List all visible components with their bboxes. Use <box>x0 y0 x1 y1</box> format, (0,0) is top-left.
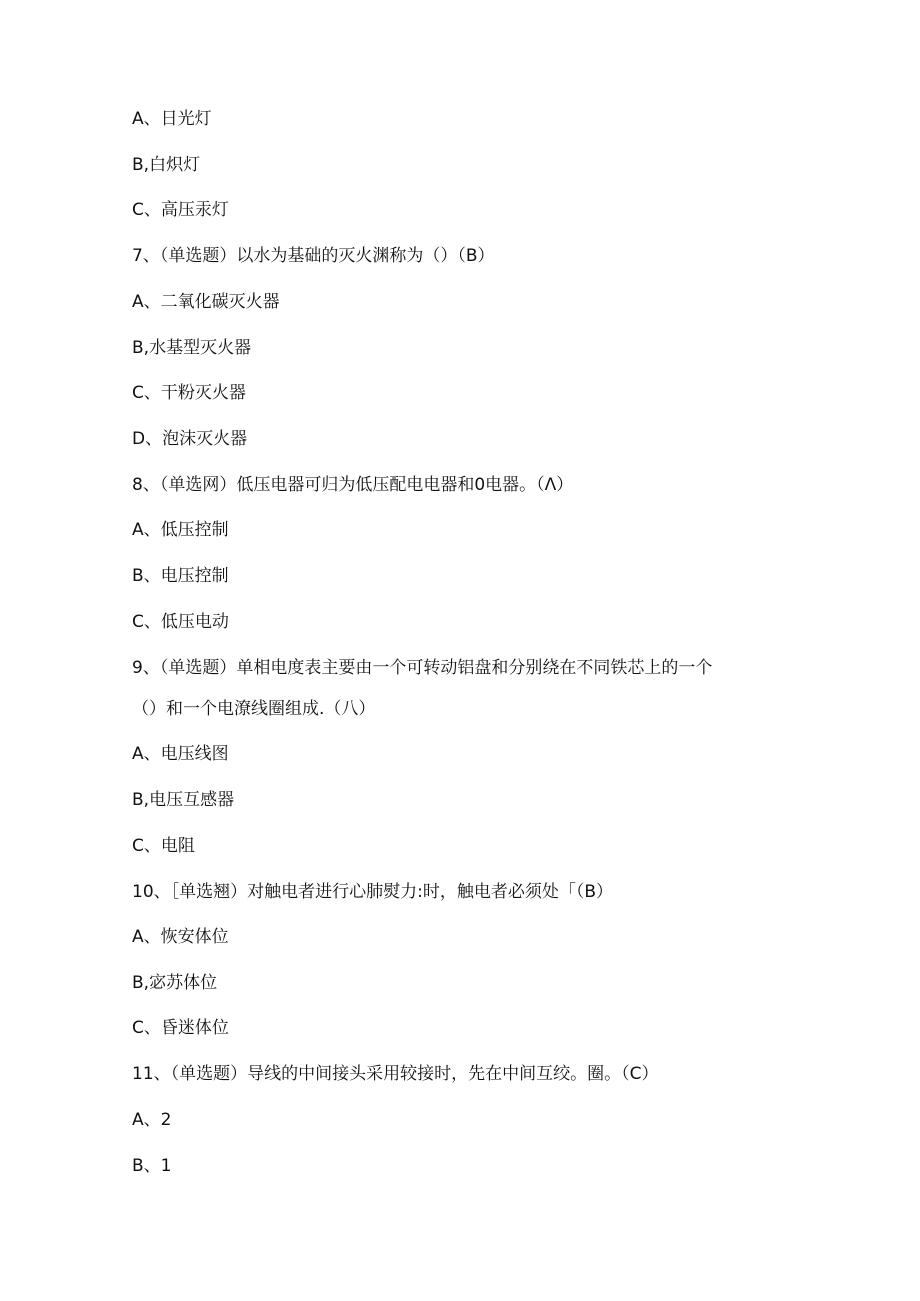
option-line: B,水基型灭火器 <box>132 338 252 358</box>
option-line: A、恢安体位 <box>132 927 229 947</box>
option-line: B,宓苏体位 <box>132 973 218 993</box>
option-line: C、高压汞灯 <box>132 200 229 220</box>
question-line-continued: （）和一个电潦线圈组成.（八） <box>132 699 376 719</box>
option-line: B,白炽灯 <box>132 155 201 175</box>
question-line: 9、（单选题）单相电度表主要由一个可转动铝盘和分别绕在不同铁芯上的一个 <box>132 658 713 678</box>
option-line: C、干粉灭火器 <box>132 383 246 403</box>
option-line: A、低压控制 <box>132 520 229 540</box>
question-line: 7、（单选题）以水为基础的灭火渊称为（）（B） <box>132 246 495 266</box>
option-line: C、电阻 <box>132 836 195 856</box>
option-line: A、二氧化碳灭火器 <box>132 292 280 312</box>
question-line: 11、（单选题）导线的中间接头采用较接时，先在中间互绞。圈。（C） <box>132 1064 659 1084</box>
option-line: C、昏迷体位 <box>132 1018 229 1038</box>
option-line: D、泡沫灭火器 <box>132 429 248 449</box>
option-line: B,电压互感器 <box>132 790 235 810</box>
option-line: B、1 <box>132 1156 172 1176</box>
question-line: 8、（单选网）低压电器可归为低压配电电器和0电器。（Λ） <box>132 475 574 495</box>
option-line: B、电压控制 <box>132 566 229 586</box>
option-line: A、2 <box>132 1110 172 1130</box>
question-line: 10、［单选翘）对触电者进行心肺熨力:时，触电者必须处「（B） <box>132 882 614 902</box>
option-line: A、电压线图 <box>132 744 229 764</box>
option-line: C、低压电动 <box>132 612 229 632</box>
option-line: A、日光灯 <box>132 109 212 129</box>
